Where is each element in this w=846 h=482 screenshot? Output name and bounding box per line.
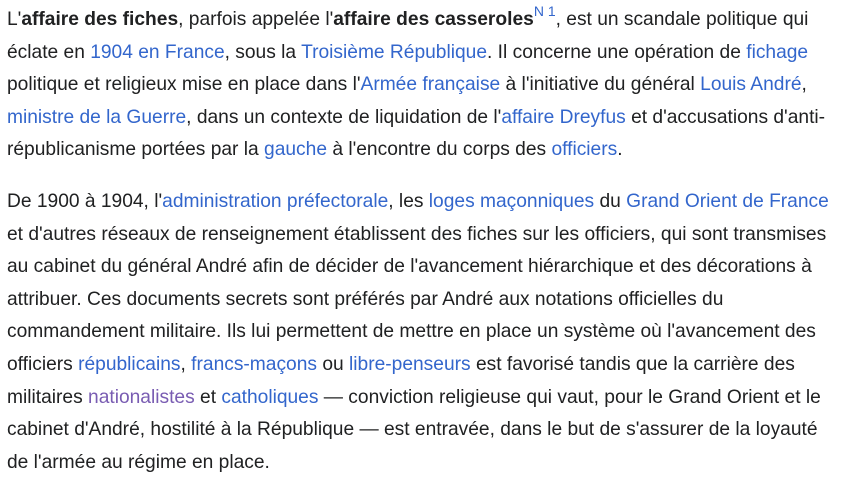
text-segment: — conviction religieuse qui vaut, pour le Grand Orient et le cabinet d'André, hostilité à la République — est entravée, dans le but de s'assurer de la loyauté de l'armée au régime en place. <box>7 386 821 473</box>
link-troisieme-republique[interactable]: Troisième République <box>301 41 488 63</box>
text-segment: et d'accusations d'anti-républicanisme portées par la <box>7 106 826 161</box>
text-segment: politique et religieux mise en place dans l' <box>7 74 361 96</box>
link-nationalistes[interactable]: nationalistes <box>88 386 195 408</box>
link-administration-prefectorale[interactable]: administration préfectorale <box>162 190 389 212</box>
link-gauche[interactable]: gauche <box>264 139 327 161</box>
link-armee-francaise[interactable]: Armée française <box>360 74 501 96</box>
text-segment: L' <box>7 9 22 30</box>
text-segment: De 1900 à 1904, l' <box>7 190 163 212</box>
link-libre-penseurs[interactable]: libre-penseurs <box>349 353 471 375</box>
text-segment: et d'autres réseaux de renseignement établissent des fiches sur les officiers, qui sont transmises au cabinet du général André afin de décider de l'avancement hiérarchique et des décorations à attribuer. Ces documents secrets sont préférés par André aux notations officielles du commandement militaire. Ils lui permettent de mettre en place un système où l'avancement des officiers <box>7 223 827 375</box>
text-segment: , les <box>388 190 429 212</box>
link-1904-en-france[interactable]: 1904 en France <box>90 41 225 63</box>
text-segment: , est un scandale politique qui éclate en <box>7 9 809 63</box>
link-fichage[interactable]: fichage <box>746 41 809 63</box>
text-segment: ou <box>317 353 350 375</box>
link-republicains[interactable]: républicains <box>78 353 181 375</box>
link-affaire-dreyfus[interactable]: affaire Dreyfus <box>501 106 626 128</box>
text-segment: , dans un contexte de liquidation de l' <box>186 106 502 128</box>
link-louis-andre[interactable]: Louis André <box>700 74 802 96</box>
bold-term-affaire-des-fiches: affaire des fiches <box>21 9 179 30</box>
paragraph-intro <box>7 4 836 167</box>
footnote-link-n1[interactable]: N 1 <box>533 3 556 19</box>
text-segment: est favorisé tandis que la carrière des militaires <box>7 353 795 408</box>
text-segment: à l'initiative du général <box>500 74 701 96</box>
text-segment: , <box>801 74 807 96</box>
text-segment: à l'encontre du corps des <box>327 139 552 161</box>
text-segment: . Il concerne une opération de <box>487 41 747 63</box>
link-officiers[interactable]: officiers <box>551 139 618 161</box>
link-ministre-de-la-guerre[interactable]: ministre de la Guerre <box>7 106 187 128</box>
bold-term-affaire-des-casseroles: affaire des casseroles <box>333 9 534 30</box>
text-segment: . <box>617 139 623 161</box>
text-segment: , <box>180 353 192 375</box>
paragraph-details <box>7 186 836 479</box>
text-segment: et <box>194 386 222 408</box>
link-grand-orient-de-france[interactable]: Grand Orient de France <box>626 190 829 212</box>
link-loges-maconniques[interactable]: loges maçonniques <box>428 190 595 212</box>
link-catholiques[interactable]: catholiques <box>221 386 319 408</box>
link-francs-macons[interactable]: francs-maçons <box>191 353 317 375</box>
text-segment: , parfois appelée l' <box>178 9 334 30</box>
text-segment: , sous la <box>224 41 302 63</box>
text-segment: du <box>594 190 627 212</box>
